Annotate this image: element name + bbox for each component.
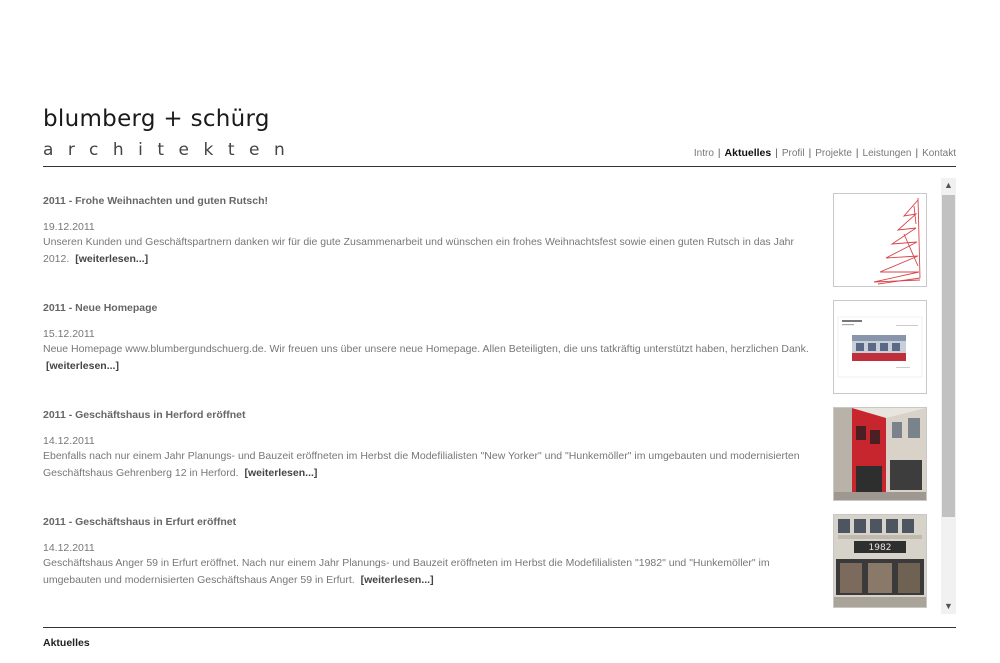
herford-building-photo-icon — [834, 408, 926, 500]
news-date: 15.12.2011 — [43, 328, 95, 340]
news-item — [43, 283, 929, 390]
read-more-link[interactable]: [weiterlesen...] — [46, 360, 119, 372]
nav-item-projekte[interactable]: Projekte — [815, 148, 852, 159]
news-thumbnail-homepage[interactable] — [833, 300, 927, 394]
read-more-link[interactable]: [weiterlesen...] — [360, 574, 434, 586]
news-body: Neue Homepage www.blumbergundschuerg.de. Wir freuen uns über unsere neue Homepage. Allen Beteiligten, die uns tatkräftig unterstützt haben, herzlichen Dank. — [43, 343, 809, 355]
nav-item-aktuelles[interactable]: Aktuelles — [724, 147, 772, 159]
news-body: Ebenfalls nach nur einem Jahr Planungs- und Bauzeit eröffneten im Herbst die Modefilialisten "New Yorker" und "Hunkemöller" im umgebauten und modernisierten Geschäftshaus Gehrenberg 12 in Herford. — [43, 450, 800, 479]
nav-separator: | — [915, 148, 919, 159]
news-text — [43, 448, 823, 482]
header-divider — [43, 166, 956, 167]
news-item — [43, 497, 929, 607]
news-scrollbar[interactable] — [941, 178, 956, 614]
news-thumbnail-christmas[interactable] — [833, 193, 927, 287]
nav-item-profil[interactable]: Profil — [781, 148, 805, 159]
christmas-tree-sketch-icon — [834, 194, 926, 286]
news-title[interactable]: 2011 - Frohe Weihnachten und guten Rutsch! — [43, 195, 268, 207]
news-thumbnail-erfurt[interactable] — [833, 514, 927, 608]
nav-separator: | — [855, 148, 859, 159]
nav-separator: | — [717, 148, 721, 159]
homepage-screenshot-icon — [834, 301, 926, 393]
news-title[interactable]: 2011 - Geschäftshaus in Herford eröffnet — [43, 409, 246, 421]
news-date: 14.12.2011 — [43, 435, 95, 447]
footer-section-label: Aktuelles — [43, 637, 90, 649]
nav-separator: | — [808, 148, 812, 159]
news-title[interactable]: 2011 - Neue Homepage — [43, 302, 158, 314]
nav-separator: | — [775, 148, 778, 159]
read-more-link[interactable]: [weiterlesen...] — [75, 253, 149, 265]
news-date: 19.12.2011 — [43, 221, 95, 233]
news-item — [43, 390, 929, 497]
news-item — [43, 176, 929, 283]
nav-item-leistungen[interactable]: Leistungen — [862, 148, 912, 159]
scroll-down-icon[interactable]: ▼ — [944, 601, 953, 611]
news-thumbnail-herford[interactable] — [833, 407, 927, 501]
news-body: Unseren Kunden und Geschäftspartnern danken wir für die gute Zusammenarbeit und wünschen ein frohes Weihnachtsfest sowie einen guten Rutsch in das Jahr 2012. — [43, 236, 794, 265]
main-nav — [694, 147, 956, 159]
erfurt-building-photo-icon — [834, 515, 926, 607]
read-more-link[interactable]: [weiterlesen...] — [244, 467, 318, 479]
news-date: 14.12.2011 — [43, 542, 95, 554]
scrollbar-thumb[interactable] — [942, 195, 955, 517]
nav-item-intro[interactable]: Intro — [693, 148, 714, 159]
news-list — [43, 176, 929, 616]
news-text — [43, 341, 823, 375]
news-text — [43, 234, 823, 268]
store-sign-1982: 1982 — [868, 543, 892, 553]
nav-item-kontakt[interactable]: Kontakt — [922, 148, 956, 159]
logo-tagline: architekten — [43, 140, 300, 160]
footer-divider — [43, 627, 956, 628]
scroll-up-icon[interactable]: ▲ — [944, 180, 953, 190]
news-title[interactable]: 2011 - Geschäftshaus in Erfurt eröffnet — [43, 516, 237, 528]
news-body: Geschäftshaus Anger 59 in Erfurt eröffnet. Nach nur einem Jahr Planungs- und Bauzeit eröffneten im Herbst die Modefilialisten "1982" und "Hunkemöller" im umgebauten und modernisierten Geschäftshaus Anger 59 in Erfurt. — [43, 557, 770, 586]
logo-wordmark: blumberg + schürg — [43, 106, 270, 132]
news-text — [43, 555, 823, 589]
